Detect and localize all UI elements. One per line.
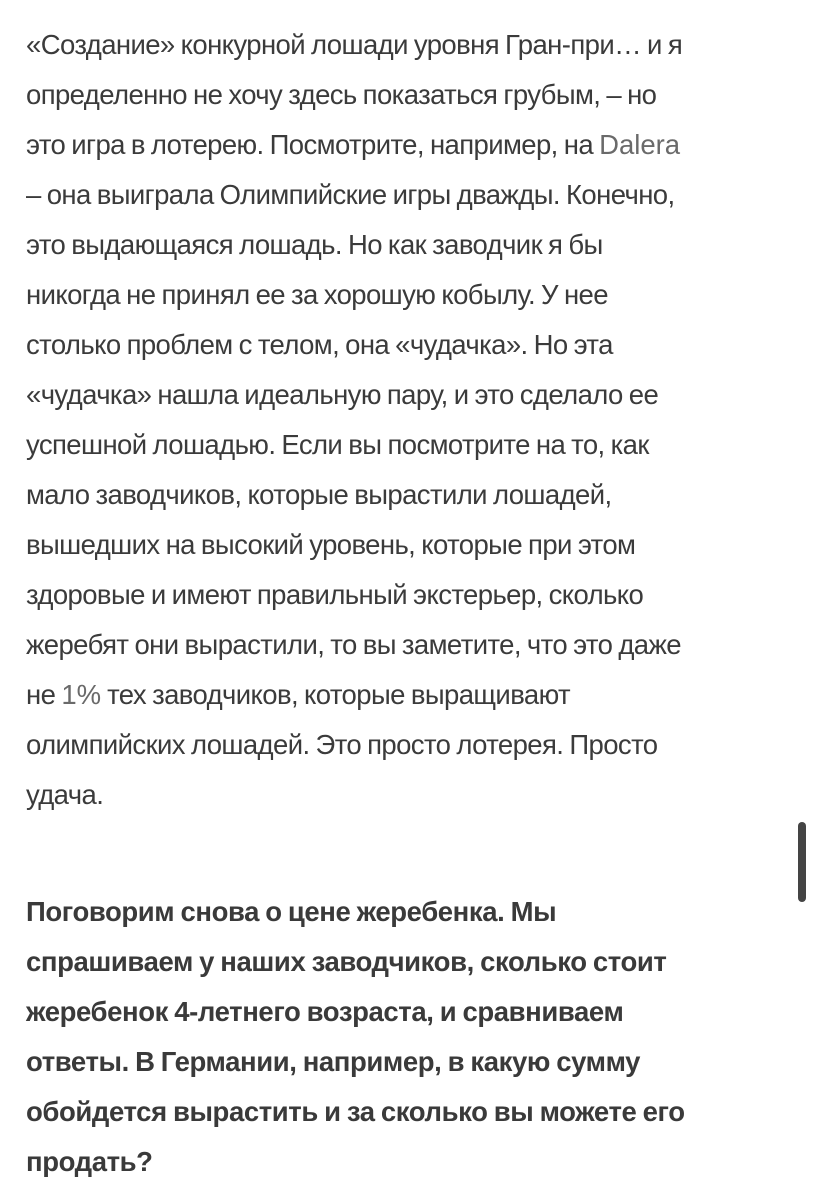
text-line <box>26 120 796 170</box>
percent-value: 1% <box>61 679 102 710</box>
horse-name: Dalera <box>599 129 681 160</box>
text-line: никогда не принял ее за хорошую кобылу. У нее <box>26 279 608 310</box>
text-segment: это игра в лотерею. Посмотрите, например, на <box>26 129 600 160</box>
text-line: успешной лошадью. Если вы посмотрите на то, как <box>26 429 649 460</box>
text-line: «чудачка» нашла идеальную пару, и это сделало ее <box>26 379 659 410</box>
text-line: жеребенок 4-летнего возраста, и сравниваем <box>26 996 624 1027</box>
text-line: Поговорим снова о цене жеребенка. Мы <box>26 896 557 927</box>
text-segment: тех заводчиков, которые выращивают <box>101 679 571 710</box>
article-paragraph <box>26 20 796 820</box>
text-line: мало заводчиков, которые вырастили лошадей, <box>26 479 612 510</box>
text-line: ответы. В Германии, например, в какую сумму <box>26 1046 641 1077</box>
text-line: «Создание» конкурной лошади уровня Гран-при… и я <box>26 29 683 60</box>
text-line: определенно не хочу здесь показаться грубым, – но <box>26 79 657 110</box>
article-content <box>26 20 796 1187</box>
text-line: продать? <box>26 1146 153 1177</box>
text-line <box>26 670 796 720</box>
text-line: удача. <box>26 779 104 810</box>
interview-question <box>26 887 796 1187</box>
text-line: столько проблем с телом, она «чудачка». Но эта <box>26 329 613 360</box>
text-line: жеребят они вырастили, то вы заметите, что это даже <box>26 629 681 660</box>
text-line: это выдающаяся лошадь. Но как заводчик я бы <box>26 229 603 260</box>
text-line: олимпийских лошадей. Это просто лотерея. Просто <box>26 729 658 760</box>
text-line: спрашиваем у наших заводчиков, сколько стоит <box>26 946 667 977</box>
text-line: здоровые и имеют правильный экстерьер, сколько <box>26 579 644 610</box>
text-segment: не <box>26 679 62 710</box>
text-line: вышедших на высокий уровень, которые при этом <box>26 529 636 560</box>
text-line: обойдется вырастить и за сколько вы можете его <box>26 1096 685 1127</box>
text-line: – она выиграла Олимпийские игры дважды. Конечно, <box>26 179 675 210</box>
scrollbar-thumb[interactable] <box>798 822 806 902</box>
